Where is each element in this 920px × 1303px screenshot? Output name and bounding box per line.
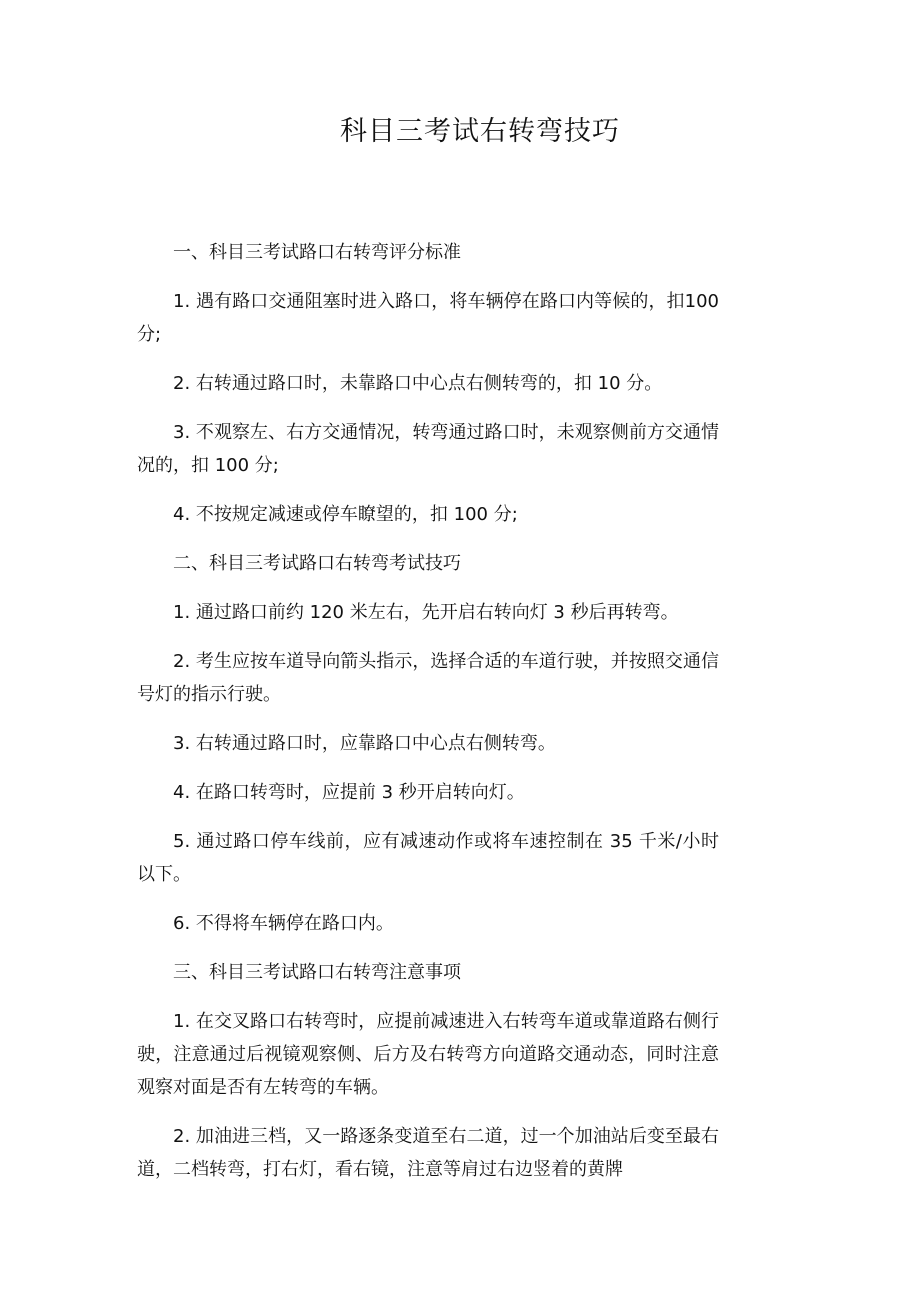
paragraph: 3. 不观察左、右方交通情况，转弯通过路口时，未观察侧前方交通情况的，扣 100 分; bbox=[137, 422, 719, 476]
paragraph: 1. 遇有路口交通阻塞时进入路口，将车辆停在路口内等候的，扣100 分; bbox=[137, 291, 719, 345]
page-title: 科目三考试右转弯技巧 bbox=[340, 116, 620, 147]
paragraph: 4. 不按规定减速或停车瞭望的，扣 100 分; bbox=[173, 504, 518, 525]
paragraph: 3. 右转通过路口时，应靠路口中心点右侧转弯。 bbox=[173, 733, 556, 754]
paragraph: 5. 通过路口停车线前，应有减速动作或将车速控制在 35 千米/小时以下。 bbox=[137, 831, 719, 885]
section-heading-3: 三、科目三考试路口右转弯注意事项 bbox=[173, 962, 461, 983]
paragraph: 2. 右转通过路口时，未靠路口中心点右侧转弯的，扣 10 分。 bbox=[173, 373, 663, 394]
paragraph: 4. 在路口转弯时，应提前 3 秒开启转向灯。 bbox=[173, 782, 525, 803]
paragraph: 2. 考生应按车道导向箭头指示，选择合适的车道行驶，并按照交通信号灯的指示行驶。 bbox=[137, 651, 719, 705]
paragraph: 2. 加油进三档，又一路逐条变道至右二道，过一个加油站后变至最右道，二档转弯，打右灯，看右镜，注意等肩过右边竖着的黄牌 bbox=[137, 1126, 719, 1180]
document-body bbox=[137, 236, 719, 1202]
section-heading-2: 二、科目三考试路口右转弯考试技巧 bbox=[173, 553, 461, 574]
section-heading-1: 一、科目三考试路口右转弯评分标准 bbox=[173, 242, 461, 263]
paragraph: 1. 通过路口前约 120 米左右，先开启右转向灯 3 秒后再转弯。 bbox=[173, 602, 679, 623]
paragraph: 1. 在交叉路口右转弯时，应提前减速进入右转弯车道或靠道路右侧行驶，注意通过后视镜观察侧、后方及右转弯方向道路交通动态，同时注意观察对面是否有左转弯的车辆。 bbox=[137, 1011, 719, 1098]
paragraph: 6. 不得将车辆停在路口内。 bbox=[173, 913, 394, 934]
